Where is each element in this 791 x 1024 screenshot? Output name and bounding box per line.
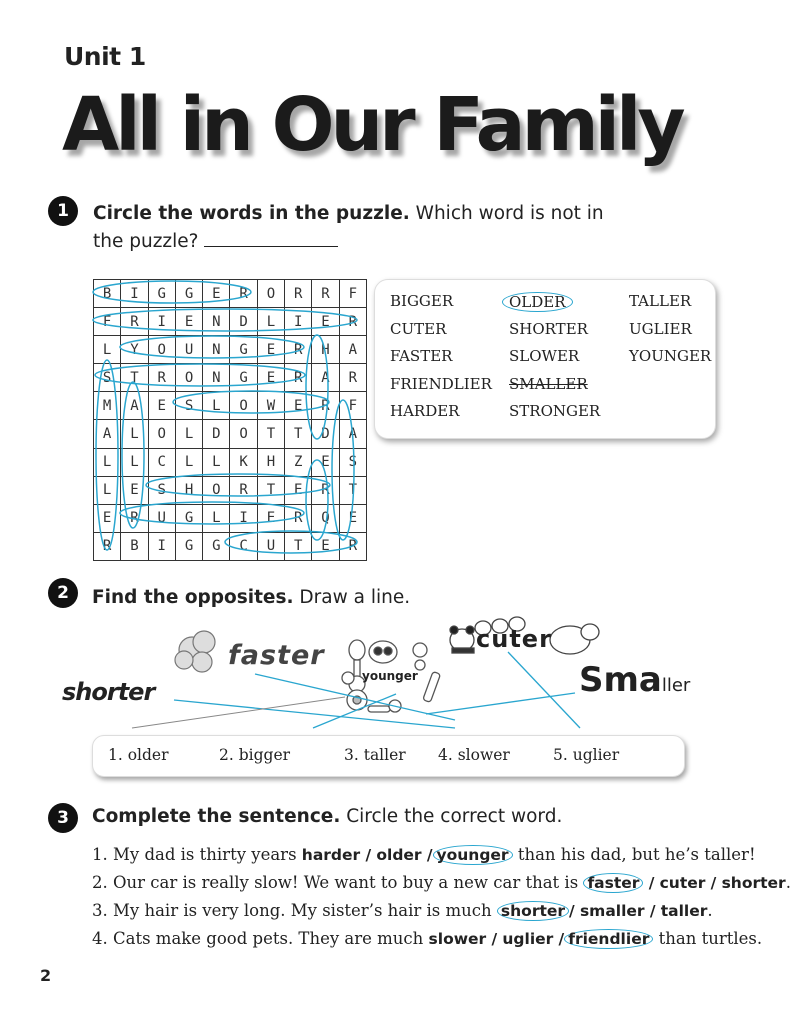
grid-cell[interactable]: A <box>312 364 339 392</box>
younger-picture-label: younger <box>362 669 418 683</box>
grid-cell[interactable]: H <box>257 448 284 476</box>
grid-cell[interactable]: L <box>94 448 121 476</box>
sentence-text: 2. Our car is really slow! We want to buy a new car that is <box>92 873 584 892</box>
grid-cell[interactable]: E <box>257 504 284 532</box>
exercise-2-bold: Find the opposites. <box>92 587 294 608</box>
word-bank-item: YOUNGER <box>629 347 712 365</box>
opposite-item: 1. older <box>108 746 169 764</box>
option-word-circled[interactable]: younger <box>433 845 513 865</box>
grid-cell[interactable]: E <box>94 504 121 532</box>
word-bank-item: SMALLER <box>509 374 588 393</box>
opposite-item: 5. uglier <box>553 746 620 764</box>
faster-picture-label: faster <box>228 640 325 671</box>
grid-cell[interactable]: G <box>203 532 230 560</box>
grid-cell[interactable]: I <box>230 504 257 532</box>
grid-cell[interactable]: S <box>175 392 202 420</box>
grid-cell[interactable]: E <box>312 308 339 336</box>
grid-cell[interactable]: L <box>203 504 230 532</box>
grid-cell[interactable]: S <box>94 364 121 392</box>
grid-cell[interactable]: F <box>339 280 366 308</box>
grid-cell[interactable]: H <box>175 476 202 504</box>
grid-cell[interactable]: O <box>257 280 284 308</box>
grid-cell[interactable]: E <box>339 504 366 532</box>
grid-cell[interactable]: A <box>339 420 366 448</box>
word-bank-item: STRONGER <box>509 402 601 420</box>
grid-cell[interactable]: C <box>230 532 257 560</box>
page-title: All in Our Family <box>62 82 682 168</box>
grid-cell[interactable]: I <box>148 532 175 560</box>
grid-cell[interactable]: E <box>312 448 339 476</box>
grid-cell[interactable]: R <box>94 532 121 560</box>
cuter-picture-label: cuter <box>476 625 552 653</box>
sentence-text: 4. Cats make good pets. They are much <box>92 929 429 948</box>
option-word[interactable]: smaller <box>579 902 645 920</box>
grid-cell[interactable]: O <box>175 364 202 392</box>
option-word[interactable]: harder <box>301 846 361 864</box>
grid-cell[interactable]: R <box>312 392 339 420</box>
sentence-text: 3. My hair is very long. My sister’s hair is much <box>92 901 497 920</box>
sentence-1: 1. My dad is thirty years harder / older / younger than his dad, but he’s taller! <box>92 845 756 864</box>
sentence-text: 1. My dad is thirty years <box>92 845 302 864</box>
unit-label: Unit 1 <box>64 42 146 71</box>
word-bank-item: TALLER <box>629 292 692 310</box>
grid-cell[interactable]: K <box>230 448 257 476</box>
option-word[interactable]: older <box>376 846 422 864</box>
grid-cell[interactable]: T <box>285 420 312 448</box>
exercise-2-number: 2 <box>48 578 78 608</box>
grid-cell[interactable]: S <box>339 448 366 476</box>
option-word[interactable]: taller <box>660 902 708 920</box>
grid-cell[interactable]: L <box>203 448 230 476</box>
sentence-2: 2. Our car is really slow! We want to buy a new car that is faster / cuter / shorter. <box>92 873 791 892</box>
grid-cell[interactable]: E <box>257 364 284 392</box>
option-word-circled[interactable]: friendlier <box>564 929 653 949</box>
opposite-item: 3. taller <box>344 746 406 764</box>
grid-cell[interactable]: U <box>148 504 175 532</box>
grid-cell[interactable]: G <box>230 336 257 364</box>
shorter-picture-label: shorter <box>62 678 155 706</box>
opposites-box <box>92 735 685 777</box>
grid-cell[interactable]: O <box>230 420 257 448</box>
grid-cell[interactable]: L <box>257 308 284 336</box>
sentence-3: 3. My hair is very long. My sister’s hair is much shorter / smaller / taller. <box>92 901 713 920</box>
grid-cell[interactable]: N <box>203 336 230 364</box>
grid-cell[interactable]: Q <box>312 504 339 532</box>
grid-cell[interactable]: R <box>285 280 312 308</box>
grid-cell[interactable]: A <box>121 392 148 420</box>
grid-cell[interactable]: Z <box>285 448 312 476</box>
grid-cell[interactable]: O <box>203 476 230 504</box>
cloud-icon <box>175 631 215 672</box>
grid-cell[interactable]: D <box>230 308 257 336</box>
option-word-circled[interactable]: shorter <box>497 901 569 921</box>
option-word[interactable]: cuter <box>659 874 706 892</box>
grid-cell[interactable]: E <box>285 476 312 504</box>
grid-cell[interactable]: R <box>339 364 366 392</box>
grid-cell[interactable]: G <box>175 504 202 532</box>
option-word-circled[interactable]: faster <box>583 873 643 893</box>
word-bank-item: BIGGER <box>390 292 454 310</box>
grid-cell[interactable]: L <box>121 448 148 476</box>
grid-cell[interactable]: R <box>312 280 339 308</box>
grid-cell[interactable]: T <box>285 532 312 560</box>
grid-cell[interactable]: E <box>257 336 284 364</box>
sentence-text: . <box>707 901 713 920</box>
option-word[interactable]: shorter <box>721 874 786 892</box>
grid-cell[interactable]: S <box>148 476 175 504</box>
example-line <box>132 697 345 728</box>
grid-cell[interactable]: E <box>312 532 339 560</box>
grid-cell[interactable]: T <box>257 420 284 448</box>
word-bank-item: SLOWER <box>509 347 580 365</box>
exercise-3-bold: Complete the sentence. <box>92 806 341 827</box>
grid-cell[interactable]: L <box>175 448 202 476</box>
grid-cell[interactable]: N <box>203 308 230 336</box>
grid-cell[interactable]: T <box>257 476 284 504</box>
word-bank-item: FRIENDLIER <box>390 374 492 393</box>
sentence-text: than his dad, but he’s taller! <box>512 845 756 864</box>
grid-cell[interactable]: A <box>339 336 366 364</box>
grid-cell[interactable]: E <box>148 392 175 420</box>
grid-cell[interactable]: R <box>230 280 257 308</box>
option-word[interactable]: uglier <box>502 930 554 948</box>
option-word[interactable]: slower <box>428 930 487 948</box>
grid-cell[interactable]: R <box>339 532 366 560</box>
grid-cell[interactable]: L <box>203 392 230 420</box>
page-number: 2 <box>40 966 52 985</box>
grid-cell[interactable]: G <box>230 364 257 392</box>
grid-cell[interactable]: E <box>121 476 148 504</box>
grid-cell[interactable]: O <box>148 420 175 448</box>
exercise-3-rest: Circle the correct word. <box>340 806 563 827</box>
grid-cell[interactable]: B <box>121 532 148 560</box>
smaller-picture-label <box>579 660 690 700</box>
word-bank-item: UGLIER <box>629 319 692 338</box>
exercise-2-rest: Draw a line. <box>293 587 411 608</box>
grid-cell[interactable]: H <box>312 336 339 364</box>
grid-cell[interactable]: T <box>121 364 148 392</box>
grid-cell[interactable]: I <box>148 308 175 336</box>
exercise-1-number: 1 <box>48 196 78 226</box>
grid-cell[interactable]: M <box>94 392 121 420</box>
grid-cell[interactable]: R <box>121 308 148 336</box>
grid-cell[interactable]: L <box>175 420 202 448</box>
word-bank-item: CUTER <box>390 319 447 338</box>
grid-cell[interactable]: R <box>148 364 175 392</box>
grid-cell[interactable]: G <box>148 280 175 308</box>
exercise-3-number: 3 <box>48 803 78 833</box>
exercise-1-rest: Which word is not in the puzzle? <box>93 203 604 252</box>
grid-cell[interactable]: E <box>175 308 202 336</box>
grid-cell[interactable]: R <box>230 476 257 504</box>
word-bank-item: OLDER <box>502 292 573 312</box>
grid-cell[interactable]: E <box>285 392 312 420</box>
opposite-item: 2. bigger <box>219 746 291 764</box>
grid-cell[interactable]: U <box>257 532 284 560</box>
grid-cell[interactable]: O <box>148 336 175 364</box>
exercise-3-instruction <box>92 803 562 831</box>
grid-cell[interactable]: F <box>339 392 366 420</box>
grid-cell[interactable]: R <box>121 504 148 532</box>
grid-cell[interactable]: R <box>285 336 312 364</box>
sentence-4: 4. Cats make good pets. They are much slower / uglier / friendlier than turtles. <box>92 929 763 948</box>
grid-cell[interactable]: R <box>339 308 366 336</box>
grid-cell[interactable]: N <box>203 364 230 392</box>
grid-cell[interactable]: D <box>312 420 339 448</box>
exercise-1-bold: Circle the words in the puzzle. <box>93 203 410 224</box>
grid-cell[interactable]: W <box>257 392 284 420</box>
grid-cell[interactable]: R <box>285 504 312 532</box>
grid-cell[interactable]: L <box>94 476 121 504</box>
grid-cell[interactable]: I <box>285 308 312 336</box>
grid-cell[interactable]: C <box>148 448 175 476</box>
word-bank-item: SHORTER <box>509 319 588 338</box>
smaller-big-part: Sma <box>579 660 662 700</box>
grid-cell[interactable]: T <box>339 476 366 504</box>
grid-cell[interactable]: F <box>94 308 121 336</box>
grid-cell[interactable]: B <box>94 280 121 308</box>
grid-cell[interactable]: D <box>203 420 230 448</box>
opposite-item: 4. slower <box>438 746 510 764</box>
grid-cell[interactable]: U <box>175 336 202 364</box>
grid-cell[interactable]: R <box>285 364 312 392</box>
grid-cell[interactable]: L <box>94 336 121 364</box>
grid-cell[interactable]: R <box>312 476 339 504</box>
grid-cell[interactable]: O <box>230 392 257 420</box>
grid-cell[interactable]: G <box>175 280 202 308</box>
sentence-text: than turtles. <box>653 929 763 948</box>
sentence-text: . <box>785 873 791 892</box>
grid-cell[interactable]: Y <box>121 336 148 364</box>
smaller-small-part: ller <box>661 675 691 696</box>
grid-cell[interactable]: G <box>175 532 202 560</box>
word-bank-item: FASTER <box>390 347 453 365</box>
grid-cell[interactable]: L <box>121 420 148 448</box>
grid-cell[interactable]: A <box>94 420 121 448</box>
grid-cell[interactable]: I <box>121 280 148 308</box>
word-bank-item: HARDER <box>390 402 460 420</box>
grid-cell[interactable]: E <box>203 280 230 308</box>
